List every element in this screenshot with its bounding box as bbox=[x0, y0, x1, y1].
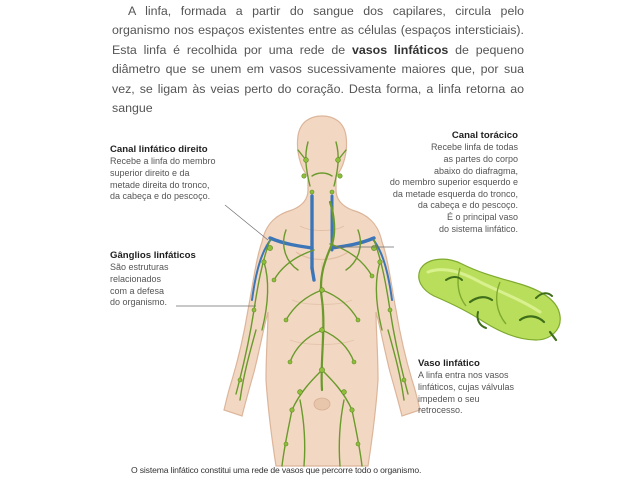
label-line: abaixo do diafragma, bbox=[433, 165, 518, 176]
label-line: metade direita do tronco, bbox=[110, 179, 210, 190]
label-line: do sistema linfático. bbox=[438, 223, 518, 234]
lymphatic-vessel-detail bbox=[419, 259, 560, 340]
label-line: linfáticos, cujas válvulas bbox=[418, 382, 515, 392]
label-line: com a defesa bbox=[110, 285, 165, 296]
label-line: do membro superior esquerdo e bbox=[389, 177, 518, 188]
label-canal-toracico bbox=[356, 130, 518, 235]
intro-text-part2: de pequeno diâmetro que se unem em vasos sucessivamente maiores que, por sua vez, se ligam às veias perto do coração. Desta forma, a linfa retorna ao sangue bbox=[112, 42, 524, 116]
label-line: Recebe a linfa do membro bbox=[110, 156, 216, 167]
label-line: da cabeça e do pescoço. bbox=[417, 200, 518, 211]
intro-text-part1: A linfa, formada a partir do sangue dos capilares, circula pelo organismo nos espaços existentes entre as células (espaços intersticiais). Esta linfa é recolhida por uma rede de bbox=[112, 4, 524, 57]
label-line: relacionados bbox=[110, 274, 162, 284]
label-canal-linfatico-direito bbox=[110, 144, 240, 203]
label-line: A linfa entra nos vasos bbox=[418, 370, 509, 381]
label-title: Canal linfático direito bbox=[110, 144, 208, 155]
label-title: Canal torácico bbox=[451, 130, 518, 141]
label-ganglios-linfaticos bbox=[110, 250, 220, 309]
figure-caption: O sistema linfático constitui uma rede de vasos que percorre todo o organismo. bbox=[131, 465, 422, 475]
label-line: da metade esquerda do tronco, bbox=[392, 188, 518, 199]
label-line: Recebe linfa de todas bbox=[430, 142, 518, 153]
label-line: superior direito e da bbox=[110, 168, 190, 178]
label-title: Gânglios linfáticos bbox=[110, 250, 196, 261]
label-line: É o principal vaso bbox=[446, 211, 518, 222]
label-line: São estruturas bbox=[110, 262, 169, 273]
label-title: Vaso linfático bbox=[418, 358, 480, 369]
label-line: da cabeça e do pescoço. bbox=[110, 191, 211, 202]
label-line: impedem o seu bbox=[418, 393, 480, 404]
label-line: as partes do corpo bbox=[443, 154, 518, 164]
label-line: do organismo. bbox=[110, 297, 168, 308]
intro-bold-term: vasos linfáticos bbox=[351, 42, 449, 57]
label-line: retrocesso. bbox=[418, 405, 463, 416]
label-vaso-linfatico bbox=[418, 358, 548, 417]
